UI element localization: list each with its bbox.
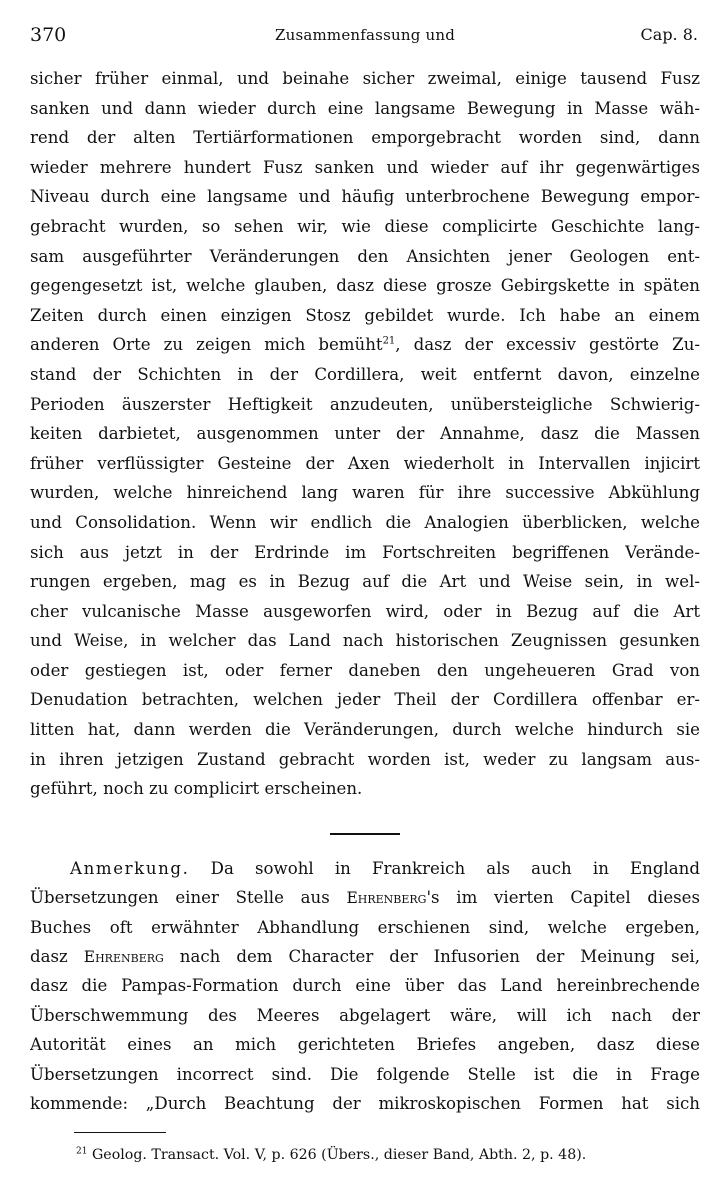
text-fragment: , dasz der excessiv gestörte Zu- — [395, 335, 700, 355]
text-line: Denudation betrachten, welchen jeder Theil der Cordillera offenbar er- — [30, 690, 700, 710]
footnote — [30, 1145, 700, 1165]
text-line: rungen ergeben, mag es in Bezug auf die Art und Weise sein, in wel- — [30, 572, 700, 592]
footnote-text: Geolog. Transact. Vol. V, p. 626 (Übers., dieser Band, Abth. 2, p. 48). — [87, 1147, 587, 1164]
text-fragment: nach dem Character der Infusorien der Meinung sei, — [163, 947, 700, 967]
text-line: stand der Schichten in der Cordillera, weit entfernt davon, einzelne — [30, 364, 700, 384]
text-line — [30, 942, 700, 971]
text-fragment: Übersetzungen einer Stelle aus — [30, 888, 347, 908]
book-page — [30, 22, 700, 1165]
text-line: gegengesetzt ist, welche glauben, dasz diese grosze Gebirgskette in späten — [30, 276, 700, 296]
text-line: sanken und dann wieder durch eine langsame Bewegung in Masse wäh- — [30, 98, 700, 118]
text-line — [30, 854, 700, 883]
text-line: oder gestiegen ist, oder ferner daneben den ungeheueren Grad von — [30, 660, 700, 680]
text-line: kommende: „Durch Beachtung der mikroskopischen Formen hat sich — [30, 1093, 700, 1113]
text-line: und Weise, in welcher das Land nach historischen Zeugnissen gesunken — [30, 631, 700, 651]
note-label: Anmerkung. — [70, 858, 190, 878]
footnote-number: 21 — [76, 1146, 88, 1157]
running-title: Zusammenfassung und — [274, 26, 455, 44]
text-line: sam ausgeführter Veränderungen den Ansichten jener Geologen ent- — [30, 246, 700, 266]
text-line — [30, 883, 700, 912]
text-line: Autorität eines an mich gerichteten Briefes angeben, dasz diese — [30, 1035, 700, 1055]
text-line: sich aus jetzt in der Erdrinde im Fortschreiten begriffenen Verände- — [30, 542, 700, 562]
text-line: wurden, welche hinreichend lang waren für ihre successive Abkühlung — [30, 483, 700, 503]
text-line: Niveau durch eine langsame und häufig unterbrochene Bewegung empor- — [30, 187, 700, 207]
text-line: Überschwemmung des Meeres abgelagert wäre, will ich nach der — [30, 1005, 700, 1025]
footnote-rule — [74, 1132, 166, 1133]
page-header — [30, 22, 700, 56]
author-name: Ehrenberg — [346, 889, 427, 908]
text-line: in ihren jetzigen Zustand gebracht worden ist, weder zu langsam aus- — [30, 749, 700, 769]
text-line: Perioden äuszerster Heftigkeit anzudeuten, unübersteigliche Schwierig- — [30, 394, 700, 414]
text-line: Übersetzungen incorrect sind. Die folgende Stelle ist die in Frage — [30, 1064, 700, 1084]
section-separator — [330, 833, 400, 835]
text-line: geführt, noch zu complicirt erscheinen. — [30, 779, 363, 799]
author-name: Ehrenberg — [83, 948, 164, 967]
text-line: Zeiten durch einen einzigen Stosz gebildet wurde. Ich habe an einem — [30, 305, 700, 325]
text-line — [30, 330, 700, 360]
text-line: cher vulcanische Masse ausgeworfen wird, oder in Bezug auf die Art — [30, 601, 700, 621]
chapter-label: Cap. 8. — [640, 25, 698, 44]
text-line: dasz die Pampas-Formation durch eine über das Land hereinbrechende — [30, 976, 700, 996]
text-line: keiten darbietet, ausgenommen unter der Annahme, dasz die Massen — [30, 424, 700, 444]
text-fragment: dasz — [30, 947, 84, 967]
text-fragment: Da sowohl in Frankreich als auch in England — [189, 858, 700, 878]
footnote-reference[interactable]: 21 — [382, 335, 396, 347]
text-line: sicher früher einmal, und beinahe sicher zweimal, einige tausend Fusz — [30, 69, 700, 88]
text-line: und Consolidation. Wenn wir endlich die Analogien überblicken, welche — [30, 512, 700, 532]
text-line: gebracht wurden, so sehen wir, wie diese complicirte Geschichte lang- — [30, 216, 700, 236]
text-line: rend der alten Tertiärformationen emporgebracht worden sind, dann — [30, 128, 700, 148]
text-line: Buches oft erwähnter Abhandlung erschienen sind, welche ergeben, — [30, 917, 700, 937]
text-fragment: 's im vierten Capitel dieses — [426, 888, 700, 908]
text-fragment: anderen Orte zu zeigen mich bemüht — [30, 335, 383, 355]
text-line: wieder mehrere hundert Fusz sanken und wieder auf ihr gegenwärtiges — [30, 157, 700, 177]
main-paragraph — [30, 64, 700, 804]
page-number: 370 — [30, 24, 67, 46]
note-paragraph — [30, 854, 700, 1119]
text-line: litten hat, dann werden die Veränderungen, durch welche hindurch sie — [30, 720, 700, 740]
text-line: früher verflüssigter Gesteine der Axen wiederholt in Intervallen injicirt — [30, 453, 700, 473]
